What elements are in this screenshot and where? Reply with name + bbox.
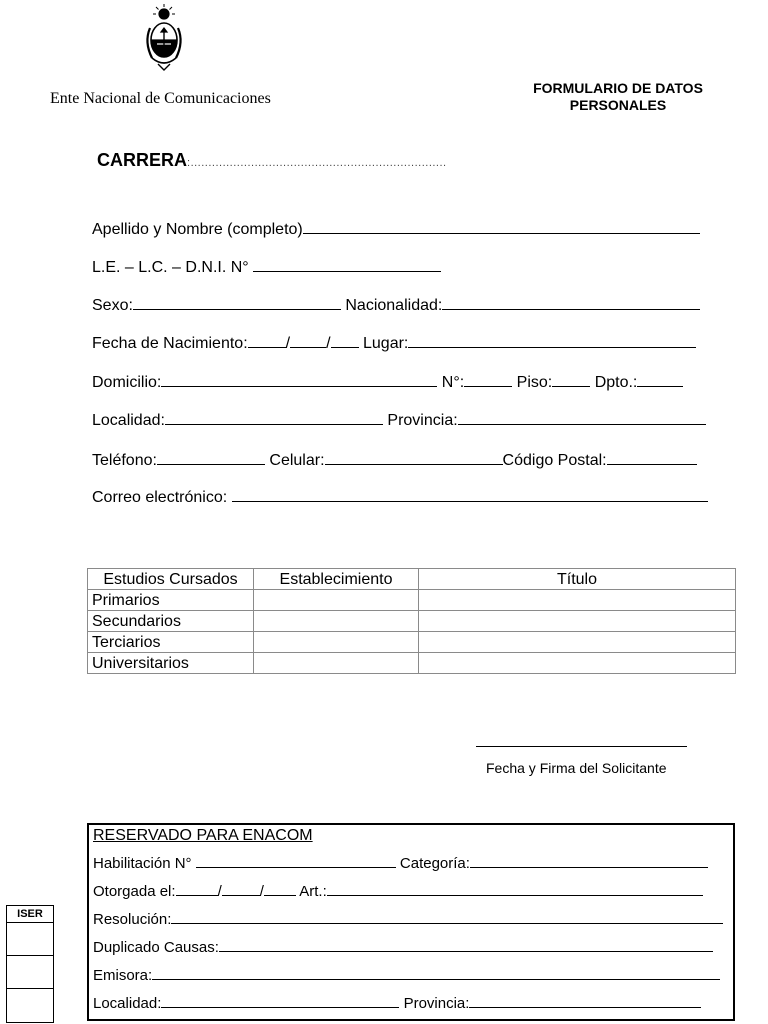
dpto-field[interactable] [637, 372, 683, 387]
telefono-row [92, 450, 697, 472]
piso-label: Piso: [516, 374, 553, 391]
form-title-line2: PERSONALES [569, 97, 667, 113]
otorgada-slash-2: / [259, 883, 264, 900]
piso-field[interactable] [552, 372, 590, 387]
titulo-cell[interactable] [419, 632, 736, 653]
codigo-postal-label: Código Postal: [502, 452, 607, 469]
correo-field[interactable] [232, 487, 708, 502]
signature-label: Fecha y Firma del Solicitante [486, 760, 667, 776]
art-label: Art.: [299, 883, 327, 900]
domicilio-row [92, 372, 683, 394]
provincia-field[interactable] [458, 410, 706, 425]
habilitacion-label: Habilitación N° [93, 855, 192, 872]
documento-field[interactable] [253, 257, 441, 272]
apellido-nombre-field[interactable] [303, 219, 700, 234]
resolucion-label: Resolución: [93, 911, 172, 928]
numero-field[interactable] [464, 372, 512, 387]
titulo-cell[interactable] [419, 611, 736, 632]
otorgada-row [93, 882, 703, 902]
table-row [88, 653, 736, 674]
codigo-postal-field[interactable] [607, 450, 697, 465]
establecimiento-cell[interactable] [254, 653, 419, 674]
establecimiento-cell[interactable] [254, 590, 419, 611]
documento-label: L.E. – L.C. – D.N.I. N° [92, 259, 249, 276]
iser-box [6, 905, 54, 1023]
carrera-label: CARRERA [97, 150, 187, 170]
emisora-field[interactable] [152, 967, 720, 980]
celular-label: Celular: [269, 452, 325, 469]
studies-level-secundarios: Secundarios [88, 611, 254, 632]
sexo-nacionalidad-row [92, 295, 700, 317]
reserved-localidad-field[interactable] [161, 995, 399, 1008]
studies-header-titulo: Título [419, 569, 736, 590]
otorgada-label: Otorgada el: [93, 883, 176, 900]
national-coat-of-arms-icon [140, 2, 188, 74]
reserved-title: RESERVADO PARA ENACOM [93, 827, 313, 844]
emisora-label: Emisora: [93, 967, 153, 984]
resolucion-field[interactable] [171, 911, 723, 924]
localidad-label: Localidad: [92, 412, 165, 429]
duplicado-field[interactable] [219, 939, 713, 952]
nacionalidad-label: Nacionalidad: [345, 297, 443, 314]
duplicado-row [93, 938, 713, 958]
otorgada-dia-field[interactable] [176, 883, 218, 896]
apellido-nombre-label: Apellido y Nombre (completo) [92, 221, 303, 238]
categoria-label: Categoría: [399, 855, 470, 872]
fecha-anio-field[interactable] [331, 333, 359, 348]
reserved-provincia-field[interactable] [469, 995, 701, 1008]
establecimiento-cell[interactable] [254, 611, 419, 632]
domicilio-field[interactable] [161, 372, 437, 387]
telefono-label: Teléfono: [92, 452, 157, 469]
titulo-cell[interactable] [419, 590, 736, 611]
sexo-label: Sexo: [92, 297, 133, 314]
fecha-nacimiento-row [92, 333, 696, 355]
reserved-localidad-row [93, 994, 701, 1014]
provincia-label: Provincia: [387, 412, 458, 429]
iser-cell[interactable] [7, 923, 53, 956]
documento-row [92, 257, 441, 279]
iser-cell[interactable] [7, 956, 53, 989]
carrera-dotted-line[interactable]: ........................................................................ [190, 157, 447, 169]
form-title-line1: FORMULARIO DE DATOS [533, 80, 703, 96]
telefono-field[interactable] [157, 450, 265, 465]
fecha-dia-field[interactable] [248, 333, 286, 348]
organization-name: Ente Nacional de Comunicaciones [50, 90, 271, 107]
otorgada-mes-field[interactable] [222, 883, 260, 896]
fecha-nacimiento-label: Fecha de Nacimiento: [92, 335, 248, 352]
form-title [500, 80, 736, 114]
establecimiento-cell[interactable] [254, 632, 419, 653]
otorgada-anio-field[interactable] [264, 883, 296, 896]
lugar-label: Lugar: [363, 335, 409, 352]
apellido-nombre-row [92, 219, 700, 241]
studies-header-row [88, 569, 736, 590]
categoria-field[interactable] [470, 855, 708, 868]
duplicado-label: Duplicado Causas: [93, 939, 219, 956]
iser-cell[interactable] [7, 989, 53, 1021]
dpto-label: Dpto.: [594, 374, 638, 391]
titulo-cell[interactable] [419, 653, 736, 674]
correo-label: Correo electrónico: [92, 489, 228, 506]
studies-level-primarios: Primarios [88, 590, 254, 611]
nacionalidad-field[interactable] [442, 295, 700, 310]
reserved-section [87, 823, 735, 1021]
studies-header-estudios: Estudios Cursados [88, 569, 254, 590]
studies-level-universitarios: Universitarios [88, 653, 254, 674]
correo-row [92, 487, 708, 509]
numero-label: N°: [441, 374, 465, 391]
domicilio-label: Domicilio: [92, 374, 162, 391]
localidad-field[interactable] [165, 410, 383, 425]
habilitacion-row [93, 854, 708, 874]
studies-header-establecimiento: Establecimiento [254, 569, 419, 590]
resolucion-row [93, 910, 723, 930]
carrera-colon: : [187, 157, 191, 169]
fecha-slash-2: / [326, 335, 331, 352]
emisora-row [93, 966, 720, 986]
celular-field[interactable] [325, 450, 503, 465]
habilitacion-field[interactable] [196, 855, 396, 868]
fecha-mes-field[interactable] [290, 333, 326, 348]
table-row [88, 632, 736, 653]
reserved-localidad-label: Localidad: [93, 995, 162, 1012]
studies-level-terciarios: Terciarios [88, 632, 254, 653]
sexo-field[interactable] [133, 295, 341, 310]
fecha-slash-1: / [285, 335, 291, 352]
otorgada-slash-1: / [217, 883, 222, 900]
studies-table [87, 568, 736, 674]
art-field[interactable] [327, 883, 703, 896]
table-row [88, 590, 736, 611]
table-row [88, 611, 736, 632]
iser-label: ISER [7, 906, 53, 923]
lugar-field[interactable] [408, 333, 696, 348]
localidad-provincia-row [92, 410, 706, 432]
reserved-provincia-label: Provincia: [403, 995, 470, 1012]
signature-line[interactable] [476, 746, 687, 747]
carrera-field[interactable] [97, 150, 447, 171]
